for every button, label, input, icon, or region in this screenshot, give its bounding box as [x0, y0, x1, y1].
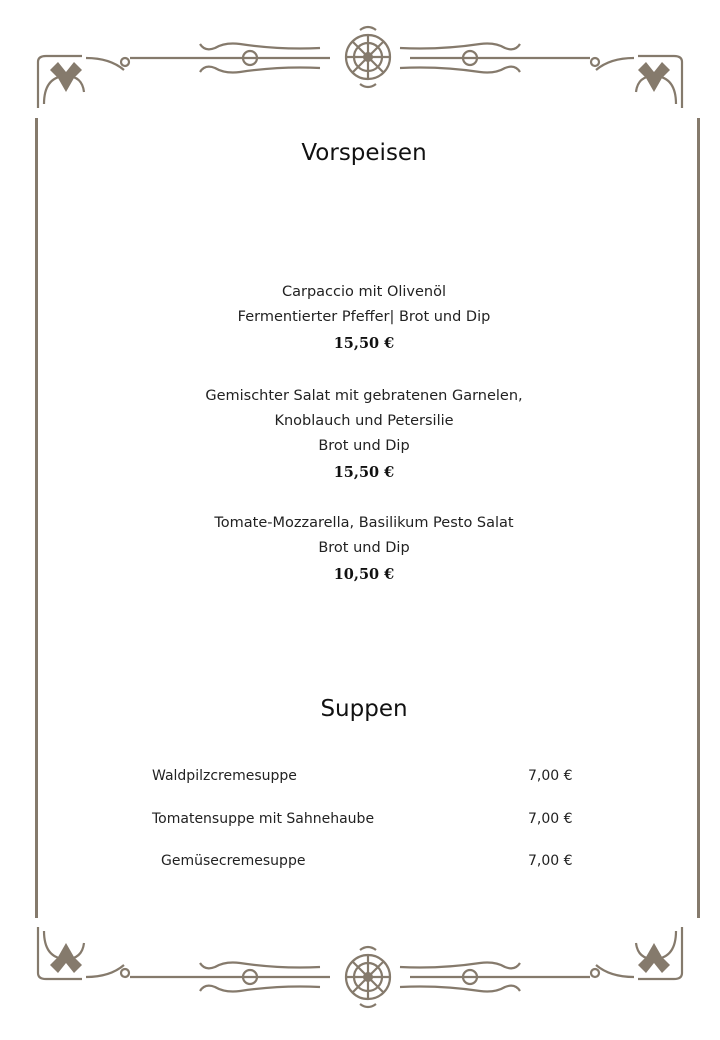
dish-description: Knoblauch und Petersilie	[274, 413, 454, 429]
dish-item	[0, 280, 720, 358]
dish-price: 10,50 €	[333, 566, 395, 583]
dish-item	[0, 384, 720, 487]
dish-price: 15,50 €	[333, 464, 395, 481]
top-ornament	[0, 0, 720, 110]
rosette-icon	[346, 947, 390, 1007]
section-title-starters: Vorspeisen	[301, 140, 427, 166]
section-title-soups: Suppen	[320, 696, 408, 722]
soup-name: Gemüsecremesuppe	[161, 853, 306, 869]
bottom-ornament	[0, 925, 720, 1035]
dish-description: Brot und Dip	[318, 540, 410, 556]
dish-name: Carpaccio mit Olivenöl	[281, 284, 447, 300]
soup-price: 7,00 €	[528, 853, 573, 869]
rosette-icon	[346, 27, 390, 87]
soup-name: Waldpilzcremesuppe	[152, 768, 297, 784]
dish-item	[0, 511, 720, 589]
soup-price: 7,00 €	[528, 768, 573, 784]
dish-name: Tomate-Mozzarella, Basilikum Pesto Salat	[214, 515, 514, 531]
corner-flourish-icon	[38, 56, 129, 108]
soup-price: 7,00 €	[528, 811, 573, 827]
soup-name: Tomatensuppe mit Sahnehaube	[152, 811, 375, 827]
dish-name: Gemischter Salat mit gebratenen Garnelen,	[205, 388, 523, 404]
dish-description: Fermentierter Pfeffer| Brot und Dip	[237, 309, 491, 325]
dish-price: 15,50 €	[333, 335, 395, 352]
dish-description: Brot und Dip	[318, 438, 410, 454]
